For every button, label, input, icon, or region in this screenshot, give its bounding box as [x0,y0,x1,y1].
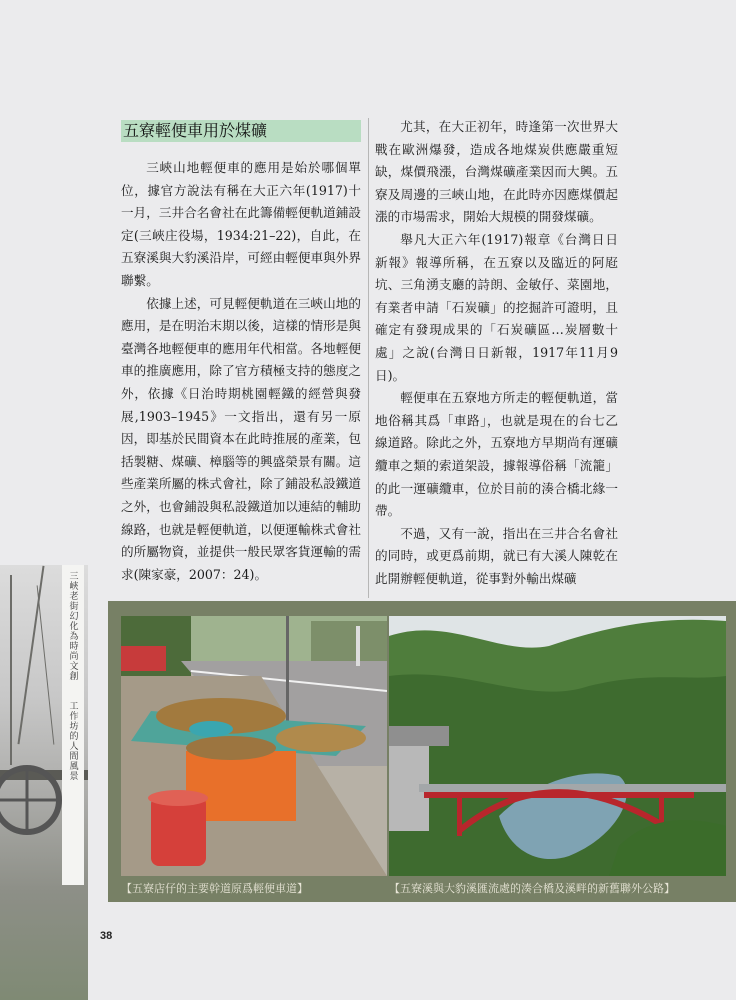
bridge-river-illustration [389,616,726,876]
section-heading: 五寮輕便車用於煤礦 [121,120,361,142]
photo-panel [108,601,736,902]
column-divider [368,118,369,598]
paragraph: 依據上述，可見輕便軌道在三峽山地的應用，是在明治末期以後，這樣的情形是與臺灣各地輕便車的應用年代相當。各地輕便車的推廣應用，除了官方積極支持的態度之外，依據《日治時期桃園輕鐵的經營與發展,1903–1945》一文指出，還有另一原因，即基於民間資本在此時推展的產業，包括製糖、煤礦、樟腦等的興盛榮景有關。這些產業所屬的株式會社，除了鋪設私設鐵道之外，也會鋪設與私設鐵道加以連結的輔助線路，也就是輕便軌道，以便運輸株式會社的所屬物資，並提供一般民眾客貨運輸的需求(陳家豪，2007：24)。 [121,295,361,582]
caption-photo1: 【五寮店仔的主要幹道原爲輕便車道】 [121,882,308,895]
page-number: 38 [100,930,113,942]
paragraph: 舉凡大正六年(1917)報章《台灣日日新報》報導所稱，在五寮以及臨近的阿屘坑、三角湧支廳的詩朗、金敏仔、菜園地，有業者申請「石炭礦」的挖掘許可證明，且確定有發現成果的「石炭礦區…炭層數十處」之說(台灣日日新報，1917年11月9日)。 [375,231,618,383]
paragraph: 不過，又有一說，指出在三井合名會社的同時，或更爲前期，就已有大溪人陳乾在此開辦輕便軌道，從事對外輸出煤礦 [375,525,618,586]
photo-road-stall [121,616,387,876]
caption-photo2: 【五寮溪與大豹溪匯流處的湊合橋及溪畔的新舊聯外公路】 [389,882,675,895]
paragraph: 三峽山地輕便車的應用是始於哪個單位，據官方說法有稱在大正六年(1917)十一月，三井合名會社在此籌備輕便軌道鋪設定(三峽庄役場，1934:21–22)，自此，在五寮溪與大豹溪沿岸，可經由輕便車與外界聯繫。 [121,160,361,288]
side-label-bottom: 工作坊的人間風景 [67,701,78,781]
side-chapter-label [62,565,84,885]
paragraph: 尤其，在大正初年，時逢第一次世界大戰在歐洲爆發，造成各地煤炭供應嚴重短缺，煤價飛漲，台灣煤礦產業因而大興。五寮及周邊的三峽山地，在此時亦因應煤價起漲的市場需求，開始大規模的開發煤礦。 [375,119,618,225]
left-text-column [121,157,361,586]
right-text-column [375,116,618,590]
road-stall-illustration [121,616,387,876]
paragraph: 輕便車在五寮地方所走的輕便軌道，當地俗稱其爲「車路」，也就是現在的台七乙線道路。除此之外，五寮地方早期尚有運礦纜車之類的索道架設，據報導俗稱「流籠」的此一運礦纜車，位於目前的湊合橋北緣一帶。 [375,390,618,519]
side-label-top: 三峽老街幻化為時尚文創 [67,571,78,681]
side-decoration-photo [0,565,88,1000]
wheel-icon [0,765,62,835]
photo-bridge-river [389,616,726,876]
